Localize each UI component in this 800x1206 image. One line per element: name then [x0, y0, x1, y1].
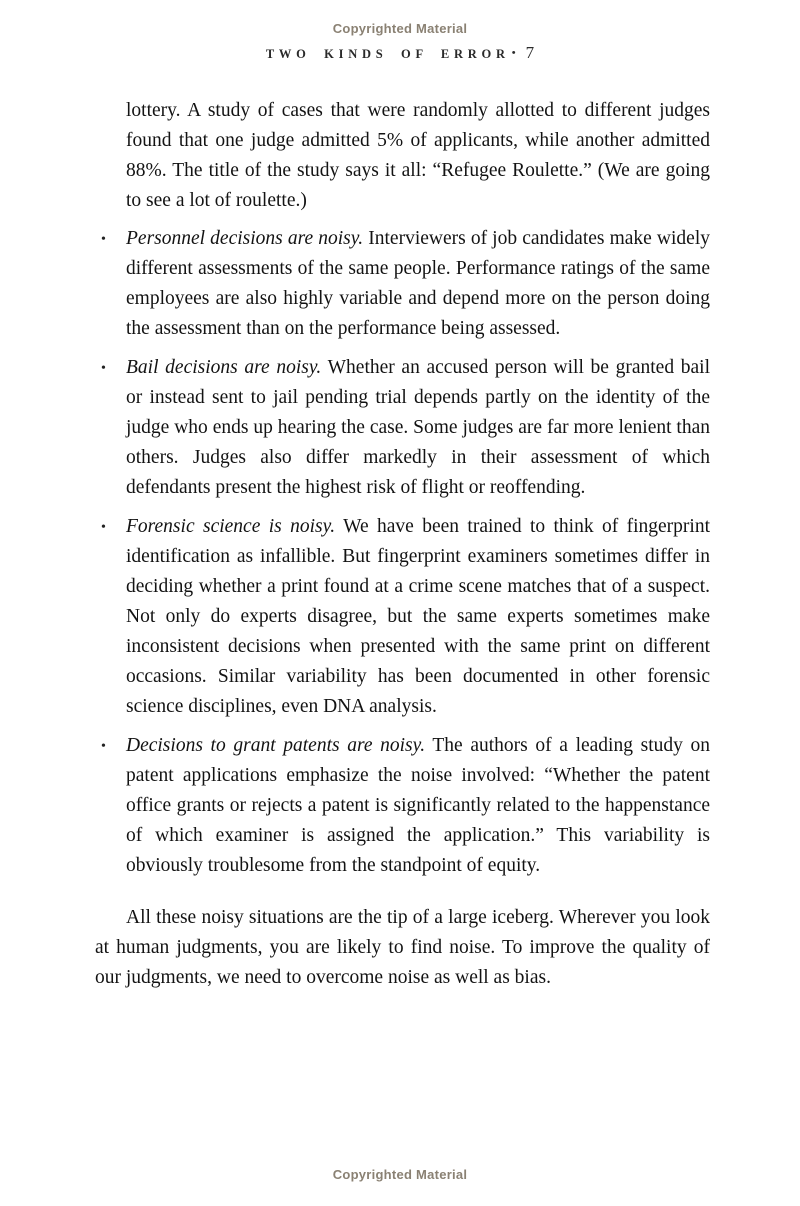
paragraph-closing: All these noisy situations are the tip of a large iceberg. Wherever you look at human judgments, you are likely to find noise. To improve the quality of our judgments, we need to overcome noise as well as bias. — [95, 907, 710, 988]
list-item-bail — [95, 353, 710, 503]
bullet-lead: Decisions to grant patents are noisy. — [126, 735, 426, 756]
bullet-text: We have been trained to think of fingerprint identification as infallible. But fingerprint examiners sometimes differ in deciding whether a print found at a crime scene matches that of a suspect. Not only do experts disagree, but the same experts sometimes make inconsistent decisions when presented with the same print on different occasions. Similar variability has been documented in other forensic science disciplines, even DNA analysis. — [126, 516, 711, 717]
bullet-marker-icon: • — [101, 739, 106, 754]
bullet-lead: Bail decisions are noisy. — [126, 357, 322, 378]
bullet-lead: Personnel decisions are noisy. — [126, 228, 364, 249]
list-item-personnel — [95, 224, 710, 344]
running-header — [0, 43, 800, 63]
bullet-marker-icon: • — [101, 520, 106, 535]
bullet-list — [95, 224, 710, 881]
list-item-patents — [95, 731, 710, 881]
bullet-text: Interviewers of job candidates make widely different assessments of the same people. Performance ratings of the same employees are also highly variable and depend more on the person doing the assessment than on the performance being assessed. — [126, 228, 710, 339]
paragraph-opening: lottery. A study of cases that were randomly allotted to different judges found that one judge admitted 5% of applicants, while another admitted 88%. The title of the study says it all: “Refugee Roulette.” (We are going to see a lot of roulette.) — [126, 100, 710, 211]
bullet-text: The authors of a leading study on patent applications emphasize the noise involved: “Whether the patent office grants or rejects a patent is significantly related to the happenstance of which examiner is assigned the application.” This variability is obviously troublesome from the standpoint of equity. — [126, 735, 710, 876]
list-item-forensic — [95, 512, 710, 722]
page-number: 7 — [525, 43, 535, 62]
copyright-watermark-top: Copyrighted Material — [332, 21, 468, 36]
page-body — [0, 63, 800, 993]
bullet-lead: Forensic science is noisy. — [126, 516, 336, 537]
copyright-watermark-bottom: Copyrighted Material — [332, 1167, 468, 1182]
bullet-marker-icon: • — [101, 232, 106, 247]
bullet-marker-icon: • — [101, 361, 106, 376]
chapter-title: TWO KINDS OF ERROR — [265, 47, 510, 61]
bullet-text: Whether an accused person will be granted bail or instead sent to jail pending trial depends partly on the identity of the judge who ends up hearing the case. Some judges are far more lenient than others. Judges also differ markedly in their assessment of which defendants present the highest risk of flight or reoffending. — [126, 357, 710, 498]
header-separator-dot: • — [511, 47, 516, 59]
